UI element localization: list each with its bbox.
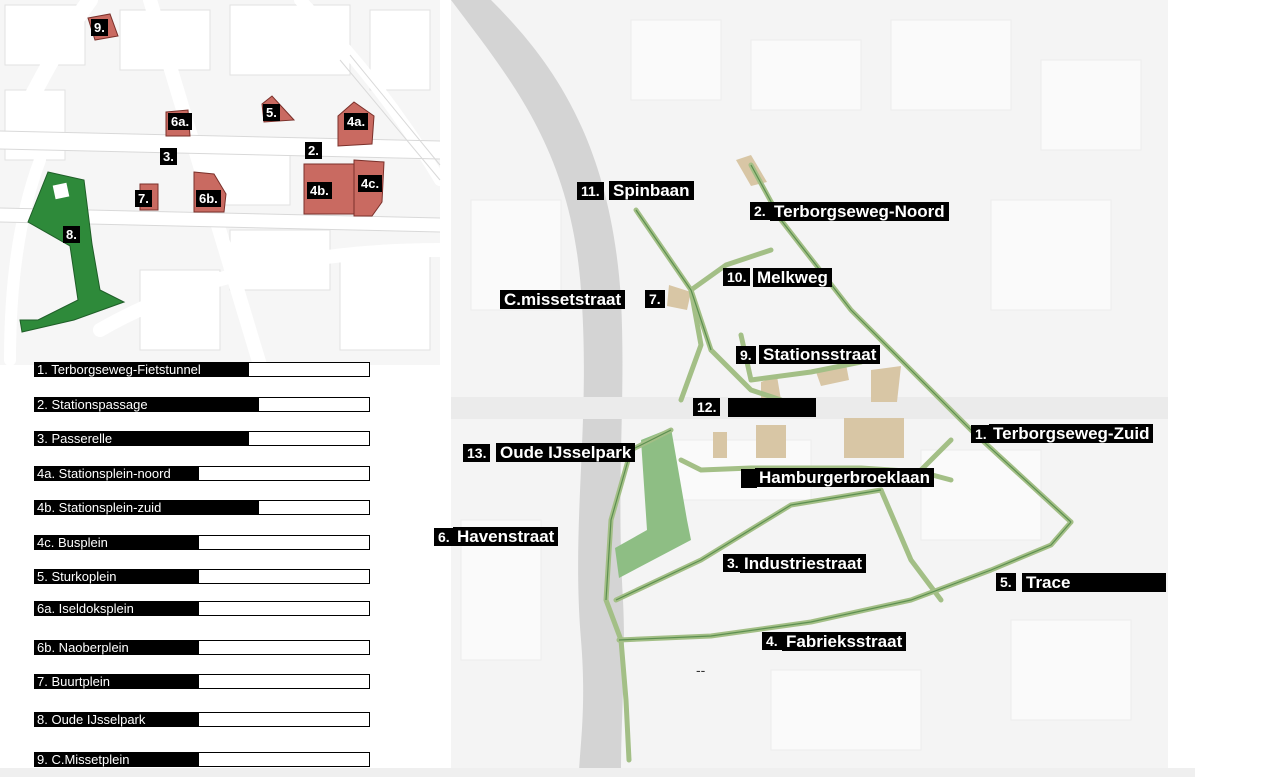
street-number: 10. bbox=[723, 268, 750, 286]
detail-map bbox=[438, 0, 1168, 770]
legend-bar-label: 5. Sturkoplein bbox=[37, 569, 117, 584]
street-name: Spinbaan bbox=[609, 181, 694, 200]
bottom-strip bbox=[0, 768, 1195, 777]
street-number: 1. bbox=[971, 425, 991, 443]
map-label-4c: 4c. bbox=[358, 175, 382, 192]
street-name: Oude IJsselpark bbox=[496, 443, 635, 462]
legend-bar bbox=[34, 362, 370, 377]
street-number: 9. bbox=[736, 346, 756, 364]
legend-bar-label: 6a. Iseldoksplein bbox=[37, 601, 134, 616]
street-number: 3. bbox=[723, 554, 743, 572]
detail-map-canvas bbox=[451, 0, 1168, 770]
street-name: Stationsstraat bbox=[759, 345, 880, 364]
map-label-4b: 4b. bbox=[307, 182, 332, 199]
legend-bar bbox=[34, 535, 370, 550]
map-label-6a: 6a. bbox=[168, 113, 192, 130]
map-label-8: 8. bbox=[63, 226, 80, 243]
street-name: Industriestraat bbox=[740, 554, 866, 573]
legend-bar-label: 7. Buurtplein bbox=[37, 674, 110, 689]
legend-bar bbox=[34, 431, 370, 446]
legend-bar-label: 4b. Stationsplein-zuid bbox=[37, 500, 162, 515]
map-label-3: 3. bbox=[160, 148, 177, 165]
legend-bar bbox=[34, 500, 370, 515]
legend-bar bbox=[34, 640, 370, 655]
street-number: 4. bbox=[762, 632, 782, 650]
street-number: 7. bbox=[645, 290, 665, 308]
legend-bar bbox=[34, 674, 370, 689]
map-label-5: 5. bbox=[263, 104, 280, 121]
legend-bar-label: 8. Oude IJsselpark bbox=[37, 712, 146, 727]
street-number: 12. bbox=[693, 398, 720, 416]
street-number: 6. bbox=[434, 528, 454, 546]
street-name: Hamburgerbroeklaan bbox=[755, 468, 934, 487]
overview-map bbox=[0, 0, 440, 365]
street-name: Trace bbox=[1022, 573, 1166, 592]
street-number: 2. bbox=[750, 202, 770, 220]
street-number: 13. bbox=[463, 444, 490, 462]
street-name: Fabrieksstraat bbox=[782, 632, 906, 651]
legend-bar-label: 4a. Stationsplein-noord bbox=[37, 466, 171, 481]
legend-bar bbox=[34, 466, 370, 481]
legend-bar-label: 2. Stationspassage bbox=[37, 397, 148, 412]
map-label-6b: 6b. bbox=[196, 190, 221, 207]
legend-bar-label: 6b. Naoberplein bbox=[37, 640, 129, 655]
legend-bar bbox=[34, 601, 370, 616]
street-name-redacted bbox=[728, 398, 816, 417]
map-label-4a: 4a. bbox=[344, 113, 368, 130]
street-name: Melkweg bbox=[753, 268, 832, 287]
street-name: C.missetstraat bbox=[500, 290, 625, 309]
legend-bar-label: 4c. Busplein bbox=[37, 535, 108, 550]
street-number: 11. bbox=[577, 182, 604, 200]
legend-bar bbox=[34, 752, 370, 767]
map-label-7: 7. bbox=[135, 190, 152, 207]
legend-bar-label: 1. Terborgseweg-Fietstunnel bbox=[37, 362, 201, 377]
legend-bar bbox=[34, 569, 370, 584]
dash-mark: -- bbox=[696, 662, 706, 678]
legend-bar-label: 9. C.Missetplein bbox=[37, 752, 130, 767]
street-number: 5. bbox=[996, 573, 1016, 591]
map-label-2: 2. bbox=[305, 142, 322, 159]
street-name: Terborgseweg-Noord bbox=[770, 202, 949, 221]
street-name: Havenstraat bbox=[453, 527, 558, 546]
legend-bar bbox=[34, 397, 370, 412]
legend-bar-label: 3. Passerelle bbox=[37, 431, 113, 446]
map-label-9: 9. bbox=[91, 19, 108, 36]
street-name: Terborgseweg-Zuid bbox=[989, 424, 1153, 443]
legend-bar bbox=[34, 712, 370, 727]
